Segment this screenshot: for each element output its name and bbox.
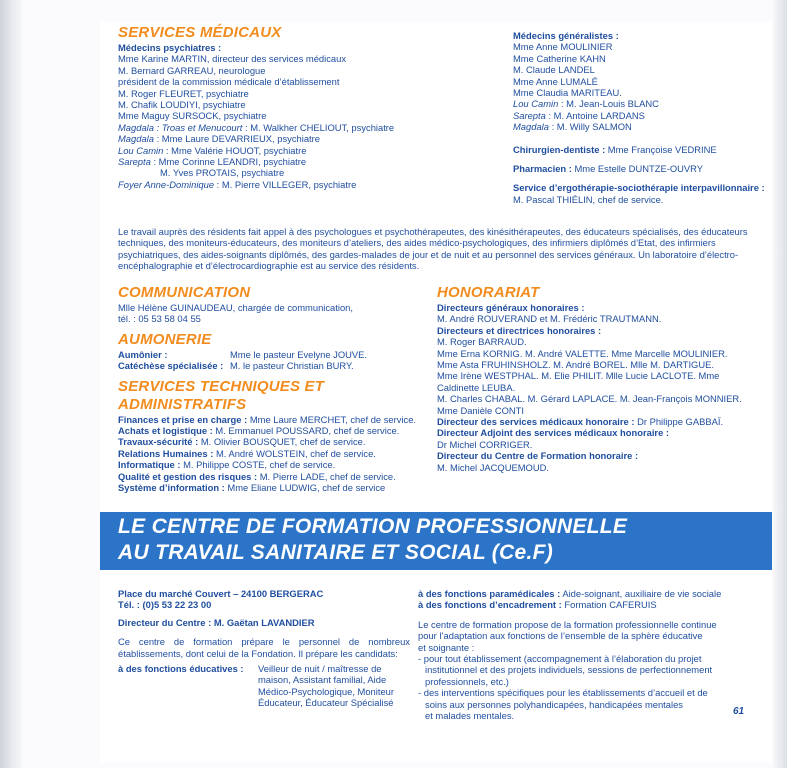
services-tech-label: Système d’information : <box>118 482 225 494</box>
site-line <box>513 121 768 132</box>
cef-intro: Ce centre de formation prépare le personnel de nombreux établissements, dont celui de la Fondation. Il prépare les candidats: <box>118 636 410 659</box>
aumonerie-value: M. le pasteur Christian BURY. <box>230 360 354 372</box>
banner-line-1: LE CENTRE DE FORMATION PROFESSIONNELLE <box>118 515 628 538</box>
dc-line: Mme Erna KORNIG. M. André VALETTE. Mme Marcelle MOULINIER. <box>437 347 728 359</box>
ergo-label: Service d’ergothérapie-sociothérapie interpavillonnaire : <box>513 182 765 194</box>
cef-prop-line: professionnels, etc.) <box>425 675 509 687</box>
cef-banner <box>100 512 772 570</box>
dasm-label: Directeur Adjoint des services médicaux honoraire : <box>437 427 670 439</box>
dsm-value: Dr Philippe GABBAÏ. <box>634 416 724 428</box>
cef-enc-line <box>418 599 718 610</box>
psy-line: président de la commission médicale d’établissement <box>118 76 340 88</box>
dc-label: Directeurs et directrices honoraires : <box>437 324 602 336</box>
services-tech-value: M. Philippe COSTE, chef de service. <box>180 459 336 471</box>
cef-tel: Tél. : (0)5 53 22 23 00 <box>118 599 212 611</box>
site-line <box>118 145 448 156</box>
services-tech-row <box>118 436 428 447</box>
services-tech-label: Finances et prise en charge : <box>118 413 248 425</box>
page-edge-shadow <box>773 0 787 768</box>
communication-line: Mlle Hélène GUINAUDEAU, chargée de communication, <box>118 302 353 313</box>
cef-para-label: à des fonctions paramédicales : <box>418 588 561 599</box>
pharma-name: Mme Estelle DUNTZE-OUVRY <box>571 163 703 175</box>
services-tech-value: M. André WOLSTEIN, chef de service. <box>213 447 376 459</box>
dsm-line <box>437 416 762 427</box>
cef-prop-line: et soignante : <box>418 641 475 653</box>
aumonerie-value: Mme le pasteur Evelyne JOUVE. <box>230 348 368 360</box>
services-medicaux-section <box>118 24 448 190</box>
site-name: M. Yves PROTAIS, psychiatre <box>160 167 285 179</box>
services-medicaux-title: SERVICES MÉDICAUX <box>118 24 282 41</box>
site-name: : Mme Valérie HOUOT, psychiatre <box>163 144 307 156</box>
dc-line: Mme Asta FRUHINSHOLZ. M. André BOREL. Mlle M. DARTIGUE. <box>437 359 714 371</box>
ergo-name: M. Pascal THIÉLIN, chef de service. <box>513 193 664 205</box>
site-line <box>513 110 768 121</box>
psy-line: M. Chafik LOUDIYI, psychiatre <box>118 99 246 111</box>
aumonerie-row <box>118 349 428 360</box>
dc-line: Caldinette LEUBA. <box>437 381 516 393</box>
pharma-label: Pharmacien : <box>513 163 572 175</box>
cef-enc-label: à des fonctions d’encadrement : <box>418 599 562 611</box>
site-place: Foyer Anne-Dominique <box>118 178 215 190</box>
site-line <box>118 133 448 144</box>
dg-value: M. André ROUVERAND et M. Frédéric TRAUTMANN. <box>437 313 662 325</box>
site-name: : M. Pierre VILLEGER, psychiatre <box>214 178 357 190</box>
cef-director: Directeur du Centre : M. Gaëtan LAVANDIER <box>118 616 315 628</box>
services-tech-row <box>118 448 428 459</box>
site-place: Sarepta <box>513 109 546 121</box>
generaliste-line: Mme Catherine KAHN <box>513 52 606 64</box>
honorariat-section <box>437 284 762 473</box>
cef-prop-line: - des interventions spécifiques pour les établissements d’accueil et de <box>418 687 708 699</box>
communication-title: COMMUNICATION <box>118 284 251 301</box>
site-place: Magdala <box>118 133 154 145</box>
dentist-label: Chirurgien-dentiste : <box>513 143 606 155</box>
services-tech-row <box>118 425 428 436</box>
cef-para-value: Aide-soignant, auxiliaire de vie sociale <box>560 588 722 599</box>
cef-edu-line: maison, Assistant familial, Aide <box>258 674 387 686</box>
services-tech-value: Mme Eliane LUDWIG, chef de service <box>224 482 386 494</box>
services-tech-value: Mme Laure MERCHET, chef de service. <box>247 413 417 425</box>
aumonerie-row <box>118 360 428 371</box>
dcf-label: Directeur du Centre de Formation honoraire : <box>437 450 639 462</box>
generalistes-section <box>513 30 768 205</box>
cef-prop-line: et malades mentales. <box>425 710 515 722</box>
site-line <box>118 179 448 190</box>
cef-edu-lines <box>258 663 394 709</box>
cef-edu-label: à des fonctions éducatives : <box>118 662 244 674</box>
services-tech-row <box>118 482 428 493</box>
cef-para-line <box>418 588 722 599</box>
dc-line: Mme Danièle CONTI <box>437 404 524 416</box>
cef-prop-line: institutionnel et des projets individuels, sessions de perfectionnement <box>425 664 713 676</box>
generaliste-line: Mme Anne LUMALÉ <box>513 75 598 87</box>
services-tech-value: M. Olivier BOUSQUET, chef de service. <box>198 436 366 448</box>
travail-paragraph: Le travail auprès des résidents fait appel à des psychologues et psychothérapeutes, des kinésithérapeutes, des éducateurs spécialisés, des éducateurs techniques, des moniteurs-éducateurs, des moniteurs d’ateliers, des aides médico-psychologiques, des infirmiers diplômés d’Etat, des infirmiers psychiatriques, des aides-soignants diplômés, des gardes-malades de jour et de nuit et au personnel des services généraux. Un laboratoire d’électro-encéphalographie et d’électrocardiographie est au service des résidents. <box>118 226 748 271</box>
cef-edu-line: Médico-Psychologique, Moniteur <box>258 685 395 697</box>
generalistes-heading: Médecins généralistes : <box>513 30 619 41</box>
psy-line: M. Roger FLEURET, psychiatre <box>118 87 249 99</box>
site-place: Magdala <box>513 121 549 133</box>
dsm-label: Directeur des services médicaux honoraire : <box>437 416 635 428</box>
cef-prop-line: soins aux personnes polyhandicapées, handicapées mentales <box>425 698 683 710</box>
cef-prop-line: Le centre de formation propose de la formation professionnelle continue <box>418 618 717 630</box>
services-tech-label: Travaux-sécurité : <box>118 436 199 448</box>
site-line <box>513 98 768 109</box>
services-tech-label: Informatique : <box>118 459 181 471</box>
communication-line: tél. : 05 53 58 04 55 <box>118 313 201 325</box>
cef-right-section <box>418 588 722 722</box>
psy-line: Mme Maguy SURSOCK, psychiatre <box>118 110 267 122</box>
site-name: : Mme Corinne LEANDRI, psychiatre <box>150 156 307 168</box>
cef-prop-block <box>418 619 718 722</box>
cef-left-section <box>118 588 410 708</box>
site-place: Lou Camin <box>118 144 164 156</box>
cef-address: Place du marché Couvert – 24100 BERGERAC <box>118 588 324 599</box>
dc-line: M. Roger BARRAUD. <box>437 336 527 348</box>
cef-prop-line: pour l’adaptation aux fonctions de l’ensemble de la sphère éducative <box>418 630 703 642</box>
cef-edu-line: Éducateur, Éducateur Spécialisé <box>258 697 394 709</box>
services-tech-row <box>118 414 428 425</box>
dasm-value: Dr Michel CORRIGER. <box>437 438 533 450</box>
generaliste-line: Mme Claudia MARITEAU. <box>513 87 622 99</box>
site-line <box>118 167 448 178</box>
generaliste-line: Mme Anne MOULINIER <box>513 41 613 53</box>
services-tech-value: M. Pierre LADE, chef de service. <box>257 470 396 482</box>
dc-line: M. Charles CHABAL. M. Gérard LAPLACE. M. Jean-François MONNIER. <box>437 393 742 405</box>
services-tech-value: M. Emmanuel POUSSARD, chef de service. <box>212 425 400 437</box>
services-tech-label: Achats et logistique : <box>118 425 213 437</box>
aumonerie-label: Catéchèse spécialisée : <box>118 360 224 372</box>
services-tech-label: Relations Humaines : <box>118 447 214 459</box>
pharma-line <box>513 163 768 174</box>
site-name: : M. Walkher CHELIOUT, psychiatre <box>242 121 395 133</box>
cef-edu-line: Veilleur de nuit / maîtresse de <box>258 662 382 674</box>
services-tech-row <box>118 471 428 482</box>
aumonerie-label: Aumônier : <box>118 348 168 360</box>
services-tech-row <box>118 459 428 470</box>
dg-label: Directeurs généraux honoraires : <box>437 302 585 313</box>
page-binding-shadow <box>0 0 22 768</box>
site-name: : M. Jean-Louis BLANC <box>558 98 659 110</box>
site-place: Sarepta <box>118 156 151 168</box>
site-name: : M. Antoine LARDANS <box>545 109 645 121</box>
honorariat-title: HONORARIAT <box>437 284 540 301</box>
services-tech-label: Qualité et gestion des risques : <box>118 470 258 482</box>
site-place: Magdala : Troas et Menucourt <box>118 121 243 133</box>
cef-prop-line: - pour tout établissement (accompagnement à l’élaboration du projet <box>418 653 702 665</box>
aumonerie-title: AUMONERIE <box>118 330 212 348</box>
dentist-line <box>513 144 768 155</box>
dcf-value: M. Michel JACQUEMOUD. <box>437 461 549 473</box>
banner-line-2: AU TRAVAIL SANITAIRE ET SOCIAL (Ce.F) <box>118 541 553 564</box>
services-tech-title: SERVICES TECHNIQUES ET ADMINISTRATIFS <box>118 377 325 413</box>
psychiatres-heading: Médecins psychiatres : <box>118 42 222 53</box>
psy-line: M. Bernard GARREAU, neurologue <box>118 64 266 76</box>
dc-line: Mme Irène WESTPHAL. M. Elie PHILIT. Mlle Lucie LACLOTE. Mme <box>437 370 720 382</box>
cef-enc-value: Formation CAFERUIS <box>561 599 657 611</box>
dentist-name: Mme Françoise VEDRINE <box>605 143 717 155</box>
site-place: Lou Camin <box>513 98 559 110</box>
generaliste-line: M. Claude LANDEL <box>513 64 595 76</box>
site-name: : Mme Laure DEVARRIEUX, psychiatre <box>153 133 320 145</box>
page-number: 61 <box>733 706 745 717</box>
site-line <box>118 122 448 133</box>
psy-line: Mme Karine MARTIN, directeur des services médicaux <box>118 53 347 65</box>
site-name: : M. Willy SALMON <box>548 121 632 133</box>
site-line <box>118 156 448 167</box>
left-bottom-section <box>118 284 428 493</box>
cef-edu-block <box>118 663 410 709</box>
